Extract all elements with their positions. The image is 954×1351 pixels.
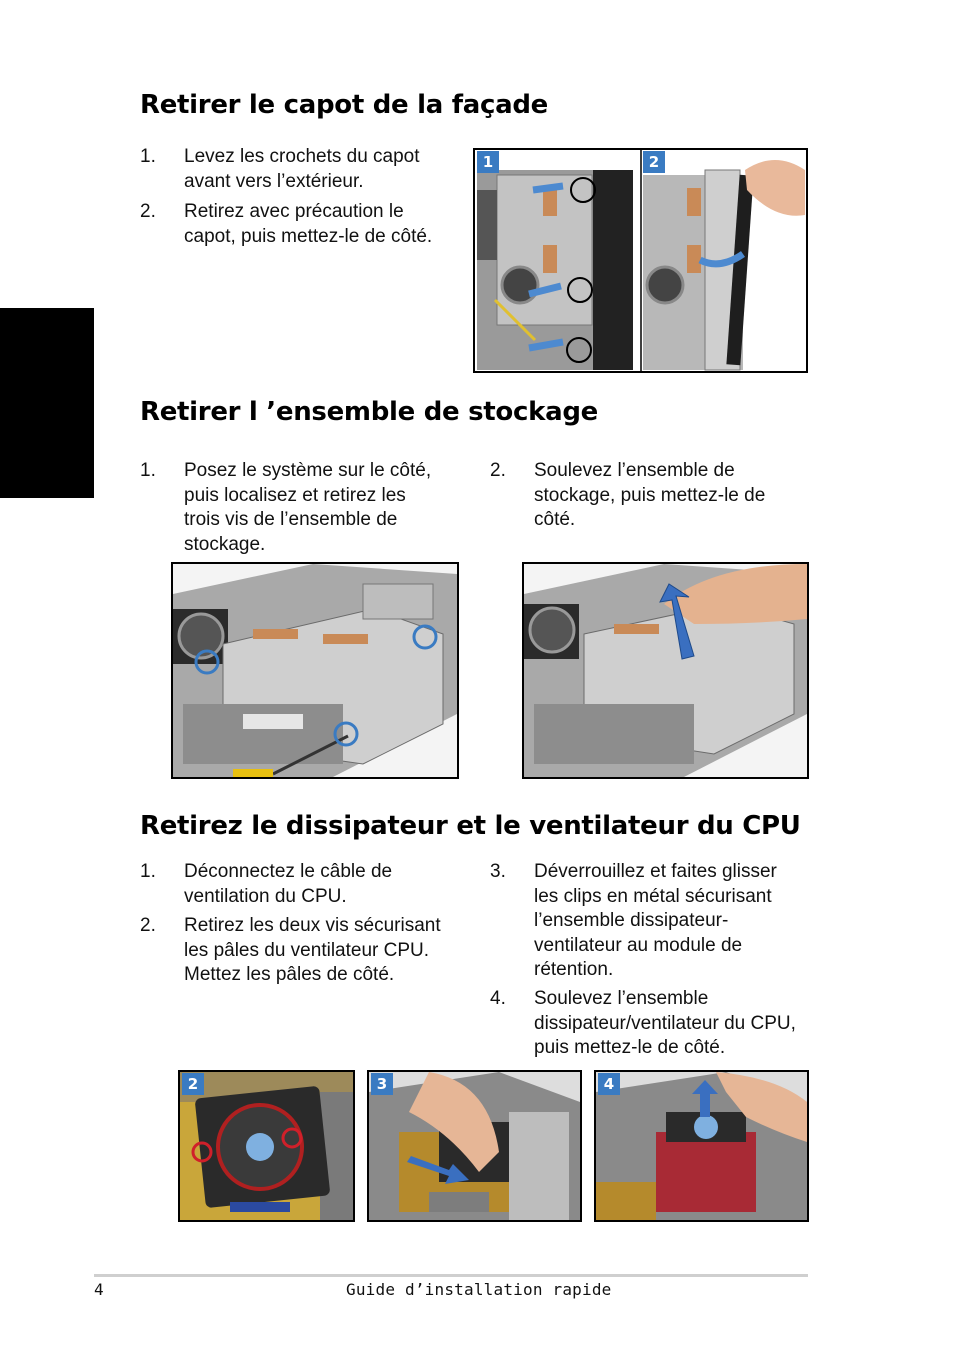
step-text: Soulevez l’ensemble de stockage, puis mettez-le de côté.	[534, 460, 766, 530]
language-side-tab	[0, 308, 94, 498]
cpu-fan-screws-illustration	[180, 1072, 353, 1220]
step-number: 1.	[140, 460, 156, 481]
step-item	[490, 459, 810, 535]
step-text: Déconnectez le câble de ventilation du CPU.	[184, 861, 393, 907]
storage-lift-photo	[522, 562, 809, 779]
step-number: 2.	[140, 201, 156, 222]
front-cover-illustration	[475, 150, 806, 371]
step-number: 3.	[490, 861, 506, 882]
front-cover-photo	[473, 148, 808, 373]
step-item	[140, 860, 470, 912]
section-title-cpu-heatsink: Retirez le dissipateur et le ventilateur du CPU	[140, 811, 801, 841]
footer-title: Guide d’installation rapide	[346, 1280, 612, 1299]
storage-screws-illustration	[173, 564, 457, 777]
cpu-heatsink-lift-photo	[594, 1070, 809, 1222]
step-number: 1.	[140, 146, 156, 167]
storage-lift-illustration	[524, 564, 807, 777]
photo-step-badge: 1	[477, 151, 499, 173]
step-text: Levez les crochets du capot avant vers l’extérieur.	[184, 146, 420, 192]
photo-step-badge: 2	[643, 151, 665, 173]
step-text: Déverrouillez et faites glisser les clips en métal sécurisant l’ensemble dissipateur- ventilateur au module de rétention.	[534, 861, 777, 980]
step-text: Posez le système sur le côté, puis localisez et retirez les trois vis de l’ensemble de stockage.	[184, 460, 432, 555]
cpu-clip-release-illustration	[369, 1072, 580, 1220]
step-item	[140, 145, 470, 197]
step-item	[140, 200, 470, 252]
step-number: 2.	[140, 915, 156, 936]
cpu-clip-release-photo	[367, 1070, 582, 1222]
photo-step-badge: 2	[182, 1073, 204, 1095]
step-item	[490, 860, 810, 984]
step-text: Retirez les deux vis sécurisant les pâles du ventilateur CPU. Mettez les pâles de côté.	[184, 915, 441, 985]
step-number: 2.	[490, 460, 506, 481]
cpu-fan-screws-photo	[178, 1070, 355, 1222]
section-title-storage: Retirer l ’ensemble de stockage	[140, 397, 598, 427]
step-item	[140, 914, 470, 990]
footer-divider	[94, 1274, 808, 1277]
step-item	[140, 459, 470, 559]
page-number: 4	[94, 1280, 104, 1299]
step-text: Retirez avec précaution le capot, puis mettez-le de côté.	[184, 201, 433, 247]
step-number: 1.	[140, 861, 156, 882]
step-text: Soulevez l’ensemble dissipateur/ventilateur du CPU, puis mettez-le de côté.	[534, 988, 796, 1058]
cpu-heatsink-lift-illustration	[596, 1072, 807, 1220]
section-title-front-cover: Retirer le capot de la façade	[140, 90, 548, 120]
storage-screws-photo	[171, 562, 459, 779]
photo-step-badge: 4	[598, 1073, 620, 1095]
step-number: 4.	[490, 988, 506, 1009]
step-item	[490, 987, 810, 1063]
photo-step-badge: 3	[371, 1073, 393, 1095]
